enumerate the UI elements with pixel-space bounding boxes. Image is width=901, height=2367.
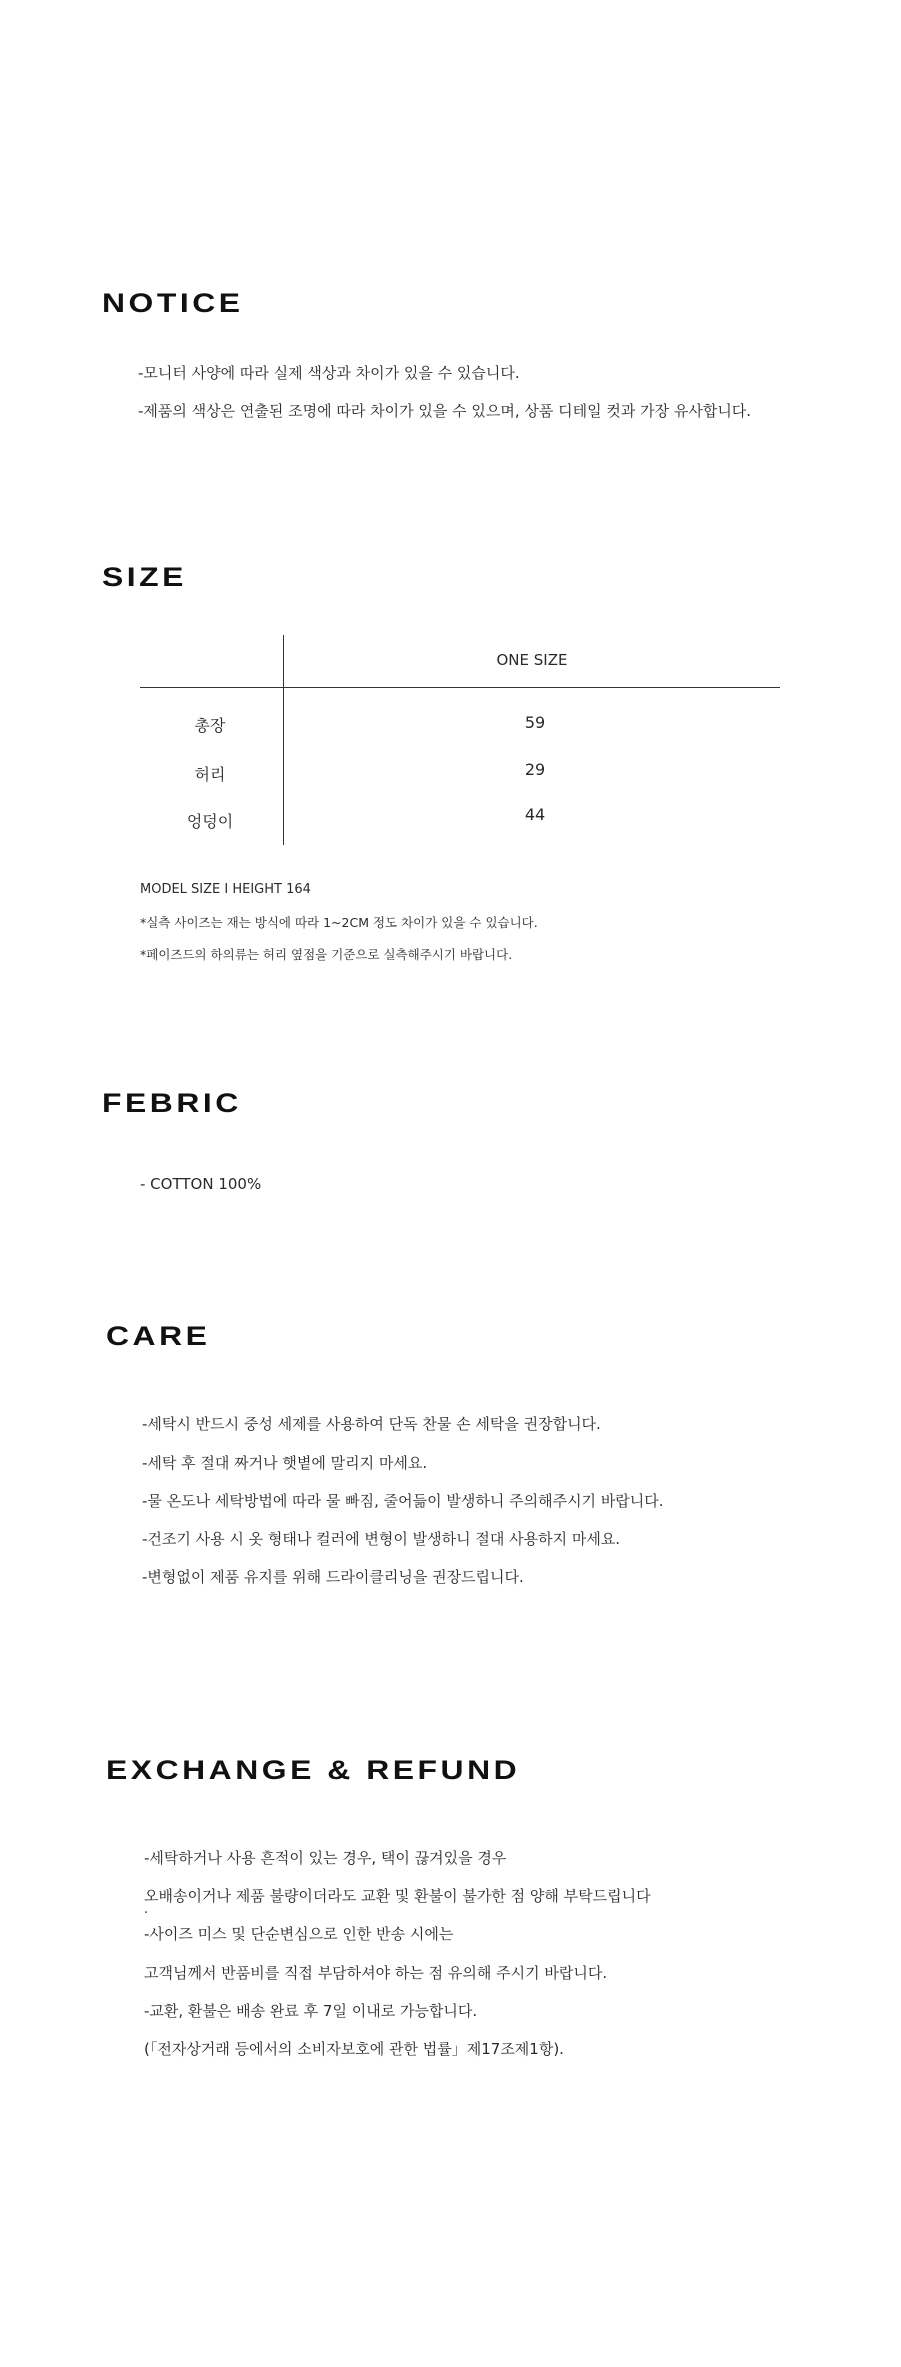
table-header-divider xyxy=(140,687,780,688)
size-row-value: 44 xyxy=(524,805,546,824)
size-row-label: 허리 xyxy=(194,765,226,784)
size-row-label: 총장 xyxy=(194,716,226,735)
size-table xyxy=(140,635,780,845)
size-row-value: 59 xyxy=(524,713,546,732)
exchange-heading: EXCHANGE & REFUND xyxy=(106,1755,521,1785)
size-row-value: 29 xyxy=(524,760,546,779)
notice-line: -모니터 사양에 따라 실제 색상과 차이가 있을 수 있습니다. xyxy=(138,364,520,382)
care-line: -물 온도나 세탁방법에 따라 물 빠짐, 줄어듦이 발생하니 주의해주시기 바랍니다. xyxy=(142,1492,664,1510)
fabric-line: - COTTON 100% xyxy=(140,1175,262,1193)
notice-line: -제품의 색상은 연출된 조명에 따라 차이가 있을 수 있으며, 상품 디테일 컷과 가장 유사합니다. xyxy=(138,402,752,420)
exchange-line: . xyxy=(144,1902,149,1917)
exchange-line: -교환, 환불은 배송 완료 후 7일 이내로 가능합니다. xyxy=(144,2002,478,2020)
exchange-line: -사이즈 미스 및 단순변심으로 인한 반송 시에는 xyxy=(144,1925,454,1943)
size-note: *페이즈드의 하의류는 허리 옆점을 기준으로 실측해주시기 바랍니다. xyxy=(140,947,513,962)
size-heading: SIZE xyxy=(102,562,187,592)
exchange-line: -세탁하거나 사용 흔적이 있는 경우, 택이 끊겨있을 경우 xyxy=(144,1849,507,1867)
exchange-line: 고객님께서 반품비를 직접 부담하셔야 하는 점 유의해 주시기 바랍니다. xyxy=(144,1964,608,1982)
size-column-header: ONE SIZE xyxy=(496,651,568,669)
exchange-line: 오배송이거나 제품 불량이더라도 교환 및 환불이 불가한 점 양해 부탁드립니다 xyxy=(144,1887,651,1905)
care-line: -변형없이 제품 유지를 위해 드라이클리닝을 권장드립니다. xyxy=(142,1568,524,1586)
exchange-line: (「전자상거래 등에서의 소비자보호에 관한 법률」제17조제1항). xyxy=(144,2040,564,2058)
care-heading: CARE xyxy=(106,1321,211,1351)
model-size-info: MODEL SIZE I HEIGHT 164 xyxy=(140,882,311,897)
fabric-heading: FEBRIC xyxy=(102,1088,242,1118)
care-line: -세탁시 반드시 중성 세제를 사용하여 단독 찬물 손 세탁을 권장합니다. xyxy=(142,1415,601,1433)
size-note: *실측 사이즈는 재는 방식에 따라 1~2CM 정도 차이가 있을 수 있습니다. xyxy=(140,915,538,930)
notice-heading: NOTICE xyxy=(102,288,244,318)
care-line: -세탁 후 절대 짜거나 햇볕에 말리지 마세요. xyxy=(142,1454,428,1472)
size-row-label: 엉덩이 xyxy=(186,812,234,831)
care-line: -건조기 사용 시 옷 형태나 컬러에 변형이 발생하니 절대 사용하지 마세요. xyxy=(142,1530,621,1548)
